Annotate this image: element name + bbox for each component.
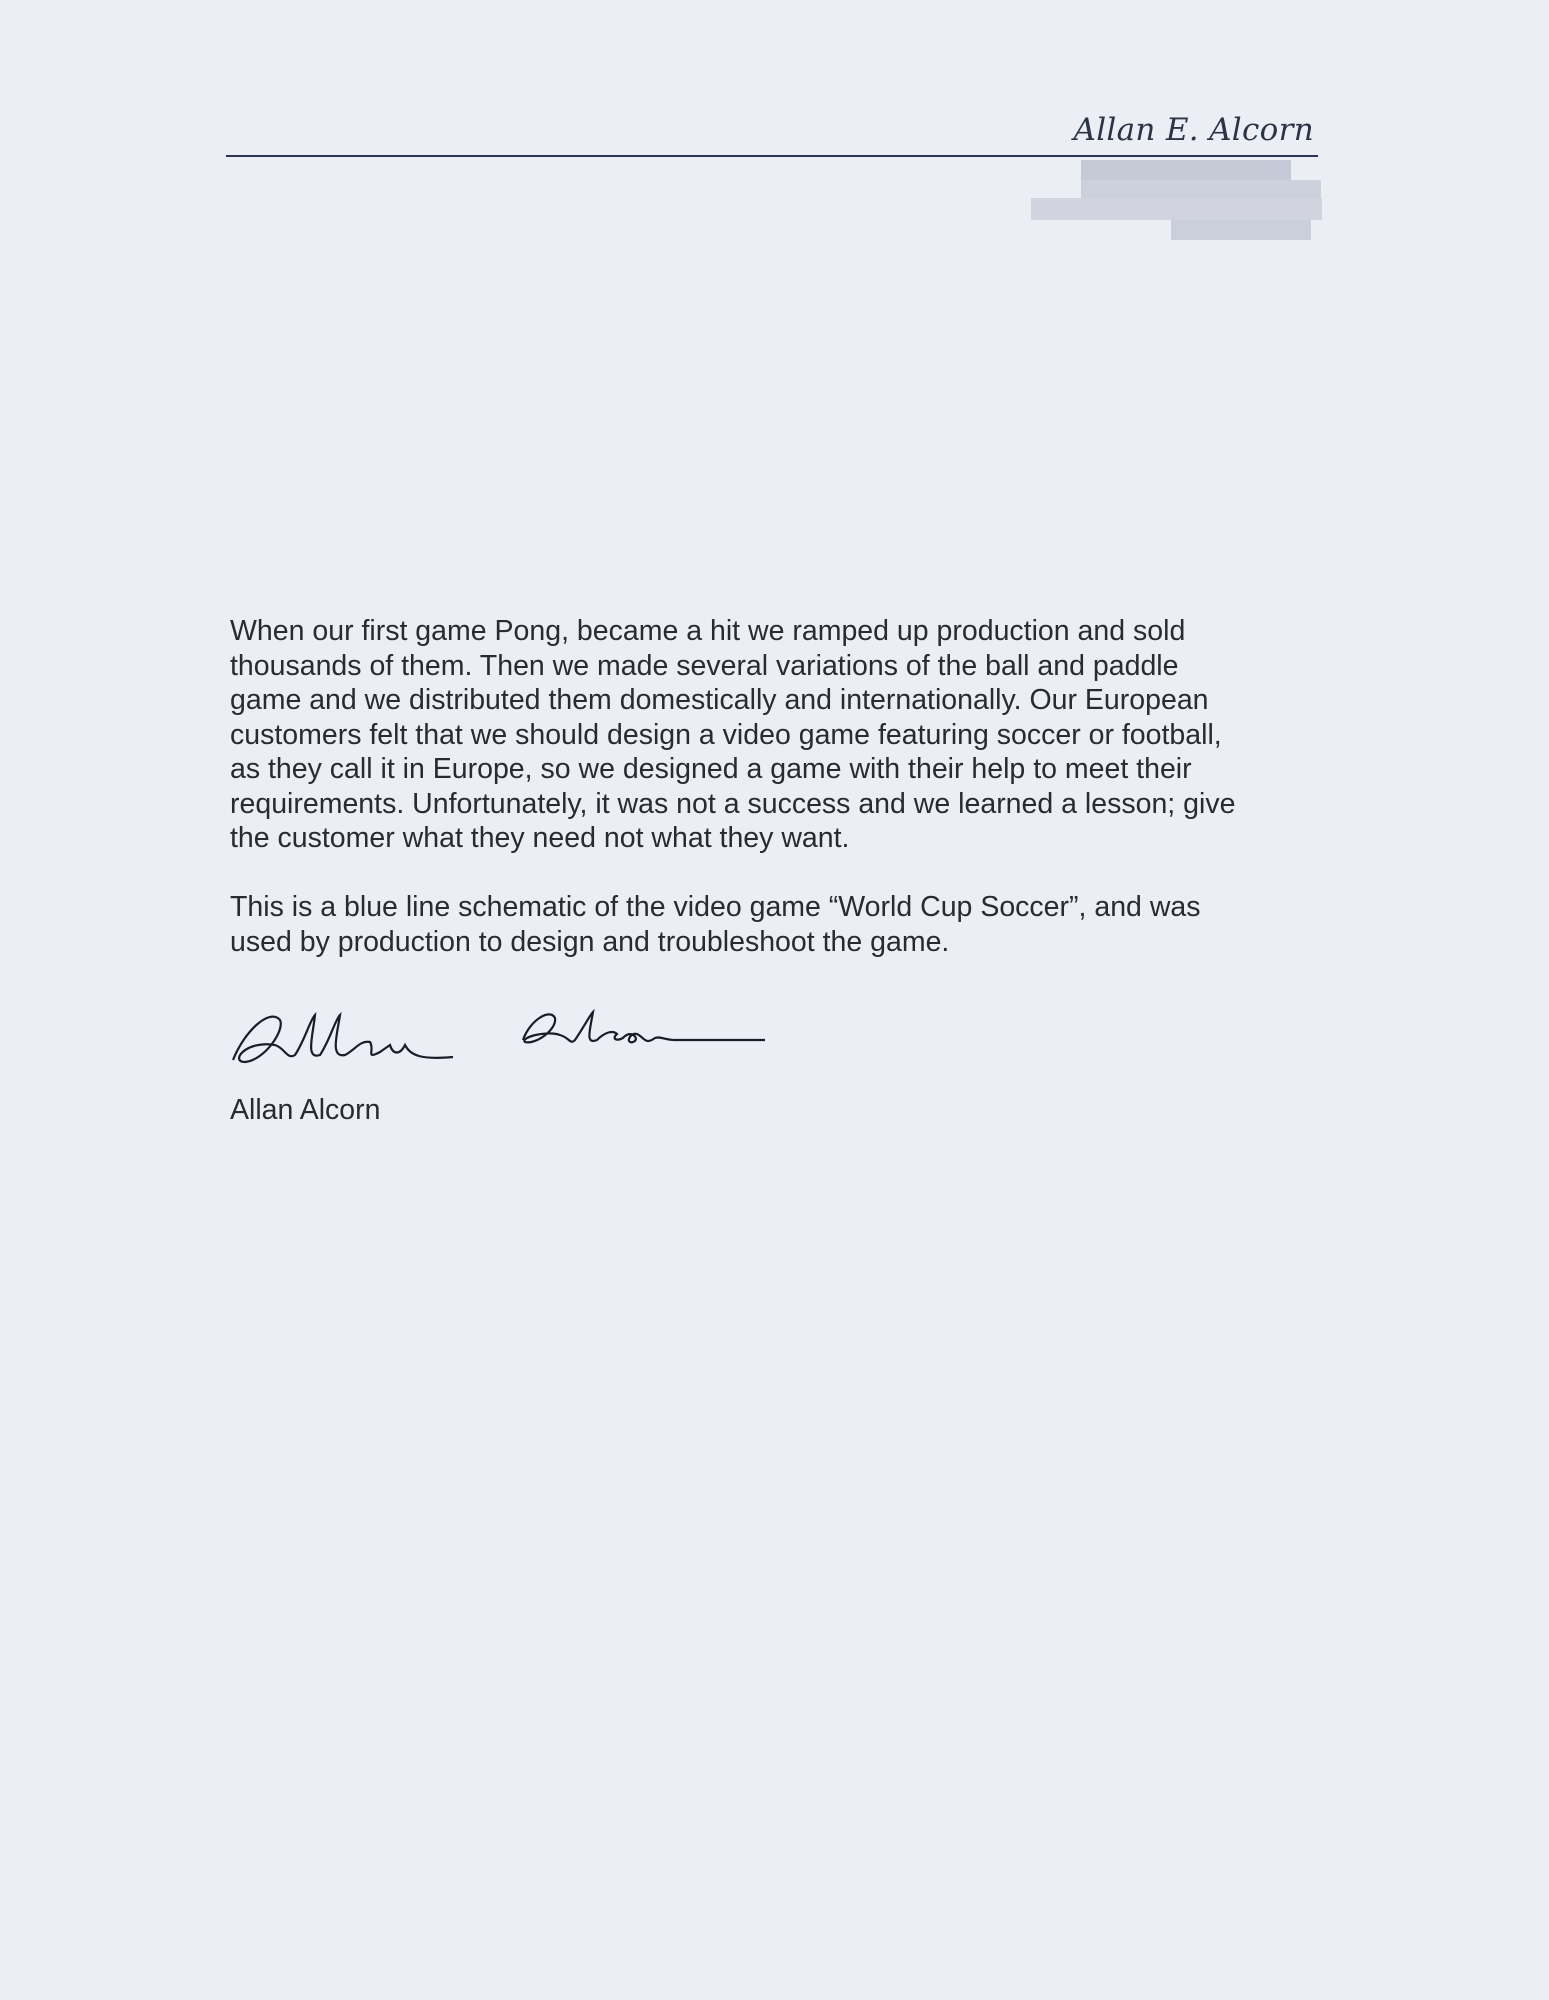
paragraph: When our first game Pong, became a hit we ramped up production and sold thousands of them. Then we made several variations of the ball and paddle game and we distributed them domestically and internationally. Our European customers felt that we should design a video game featuring soccer or football, as they call it in Europe, so we designed a game with their help to meet their requirements. Unfortunately, it was not a success and we learned a lesson; give the customer what they need not what they want.: [230, 615, 1236, 854]
redacted-address: [1031, 160, 1322, 240]
typed-signature-name: Allan Alcorn: [230, 1094, 381, 1126]
letter-body: [230, 614, 1340, 994]
handwritten-signature: [225, 1000, 785, 1080]
paragraph: This is a blue line schematic of the video game “World Cup Soccer”, and was used by production to design and troubleshoot the game.: [230, 891, 1201, 958]
letterhead-name: Allan E. Alcorn: [1073, 112, 1314, 148]
letterhead-rule: [226, 155, 1318, 157]
